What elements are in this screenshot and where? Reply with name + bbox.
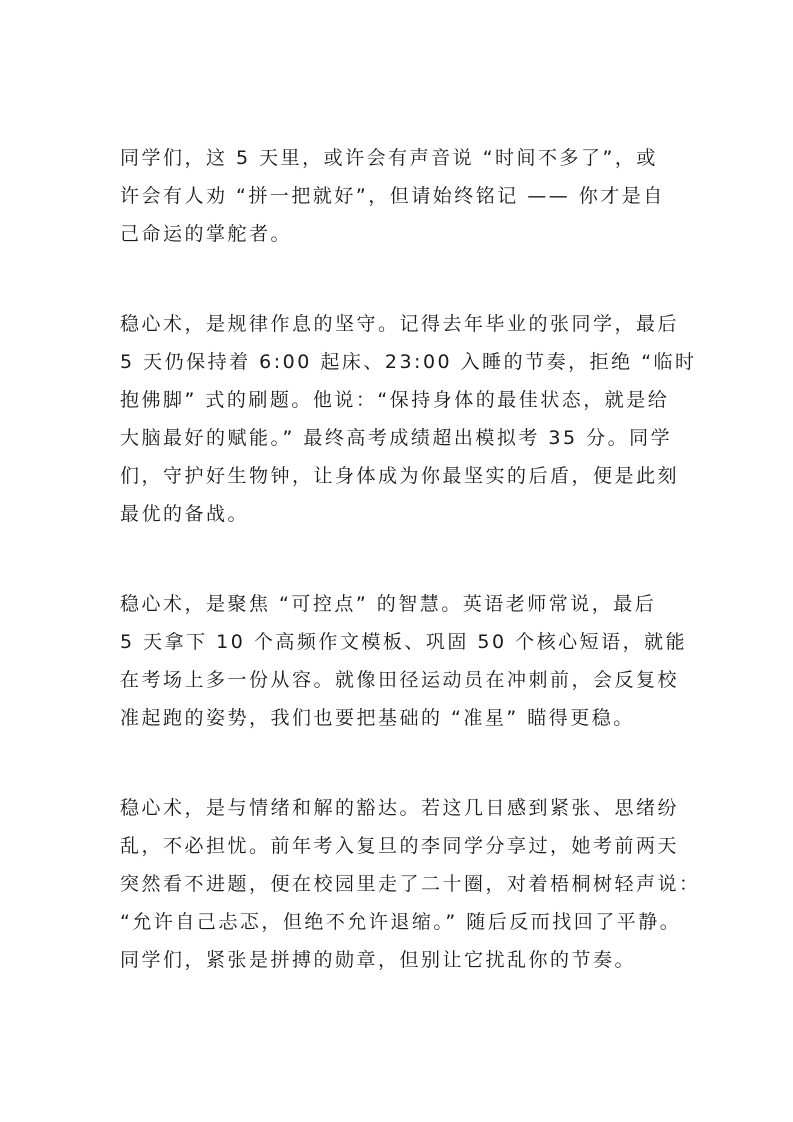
document-body [120,139,701,1031]
text-line: 准起跑的姿势，我们也要把基础的 “准星” 瞄得更稳。 [120,707,635,729]
text-line: 在考场上多一份从容。就像田径运动员在冲刺前，会反复校 [120,669,680,691]
paragraph-emotion [120,789,701,979]
text-line: 最优的备战。 [120,503,250,525]
text-line: 乱，不必担忧。前年考入复旦的李同学分享过，她考前两天 [120,835,680,857]
paragraph-focus [120,585,688,737]
text-line: 许会有人劝 “拼一把就好”，但请始终铭记 —— 你才是自 [120,185,665,207]
paragraph-routine [120,305,697,533]
text-line: 抱佛脚” 式的刷题。他说：“保持身体的最佳状态，就是给 [120,389,670,411]
text-line: 大脑最好的赋能。” 最终高考成绩超出模拟考 35 分。同学 [120,427,673,449]
paragraph-intro [120,139,675,253]
text-line: 稳心术，是聚焦 “可控点” 的智慧。英语老师常说，最后 [120,593,657,615]
text-line: 5 天拿下 10 个高频作文模板、巩固 50 个核心短语，就能 [120,631,688,653]
text-line: 己命运的掌舵者。 [120,223,293,245]
text-line: 稳心术，是规律作息的坚守。记得去年毕业的张同学，最后 [120,313,680,335]
text-line: 同学们，这 5 天里，或许会有声音说 “时间不多了”，或 [120,147,658,169]
text-line: 稳心术，是与情绪和解的豁达。若这几日感到紧张、思绪纷 [120,797,680,819]
text-line: 5 天仍保持着 6:00 起床、23:00 入睡的节奏，拒绝 “临时 [120,351,697,373]
text-line: 同学们，紧张是拼搏的勋章，但别让它扰乱你的节奏。 [120,949,637,971]
text-line: 们，守护好生物钟，让身体成为你最坚实的后盾，便是此刻 [120,465,680,487]
text-line: “允许自己忐忑，但绝不允许退缩。” 随后反而找回了平静。 [120,911,682,933]
text-line: 突然看不进题，便在校园里走了二十圈，对着梧桐树轻声说： [120,873,701,895]
